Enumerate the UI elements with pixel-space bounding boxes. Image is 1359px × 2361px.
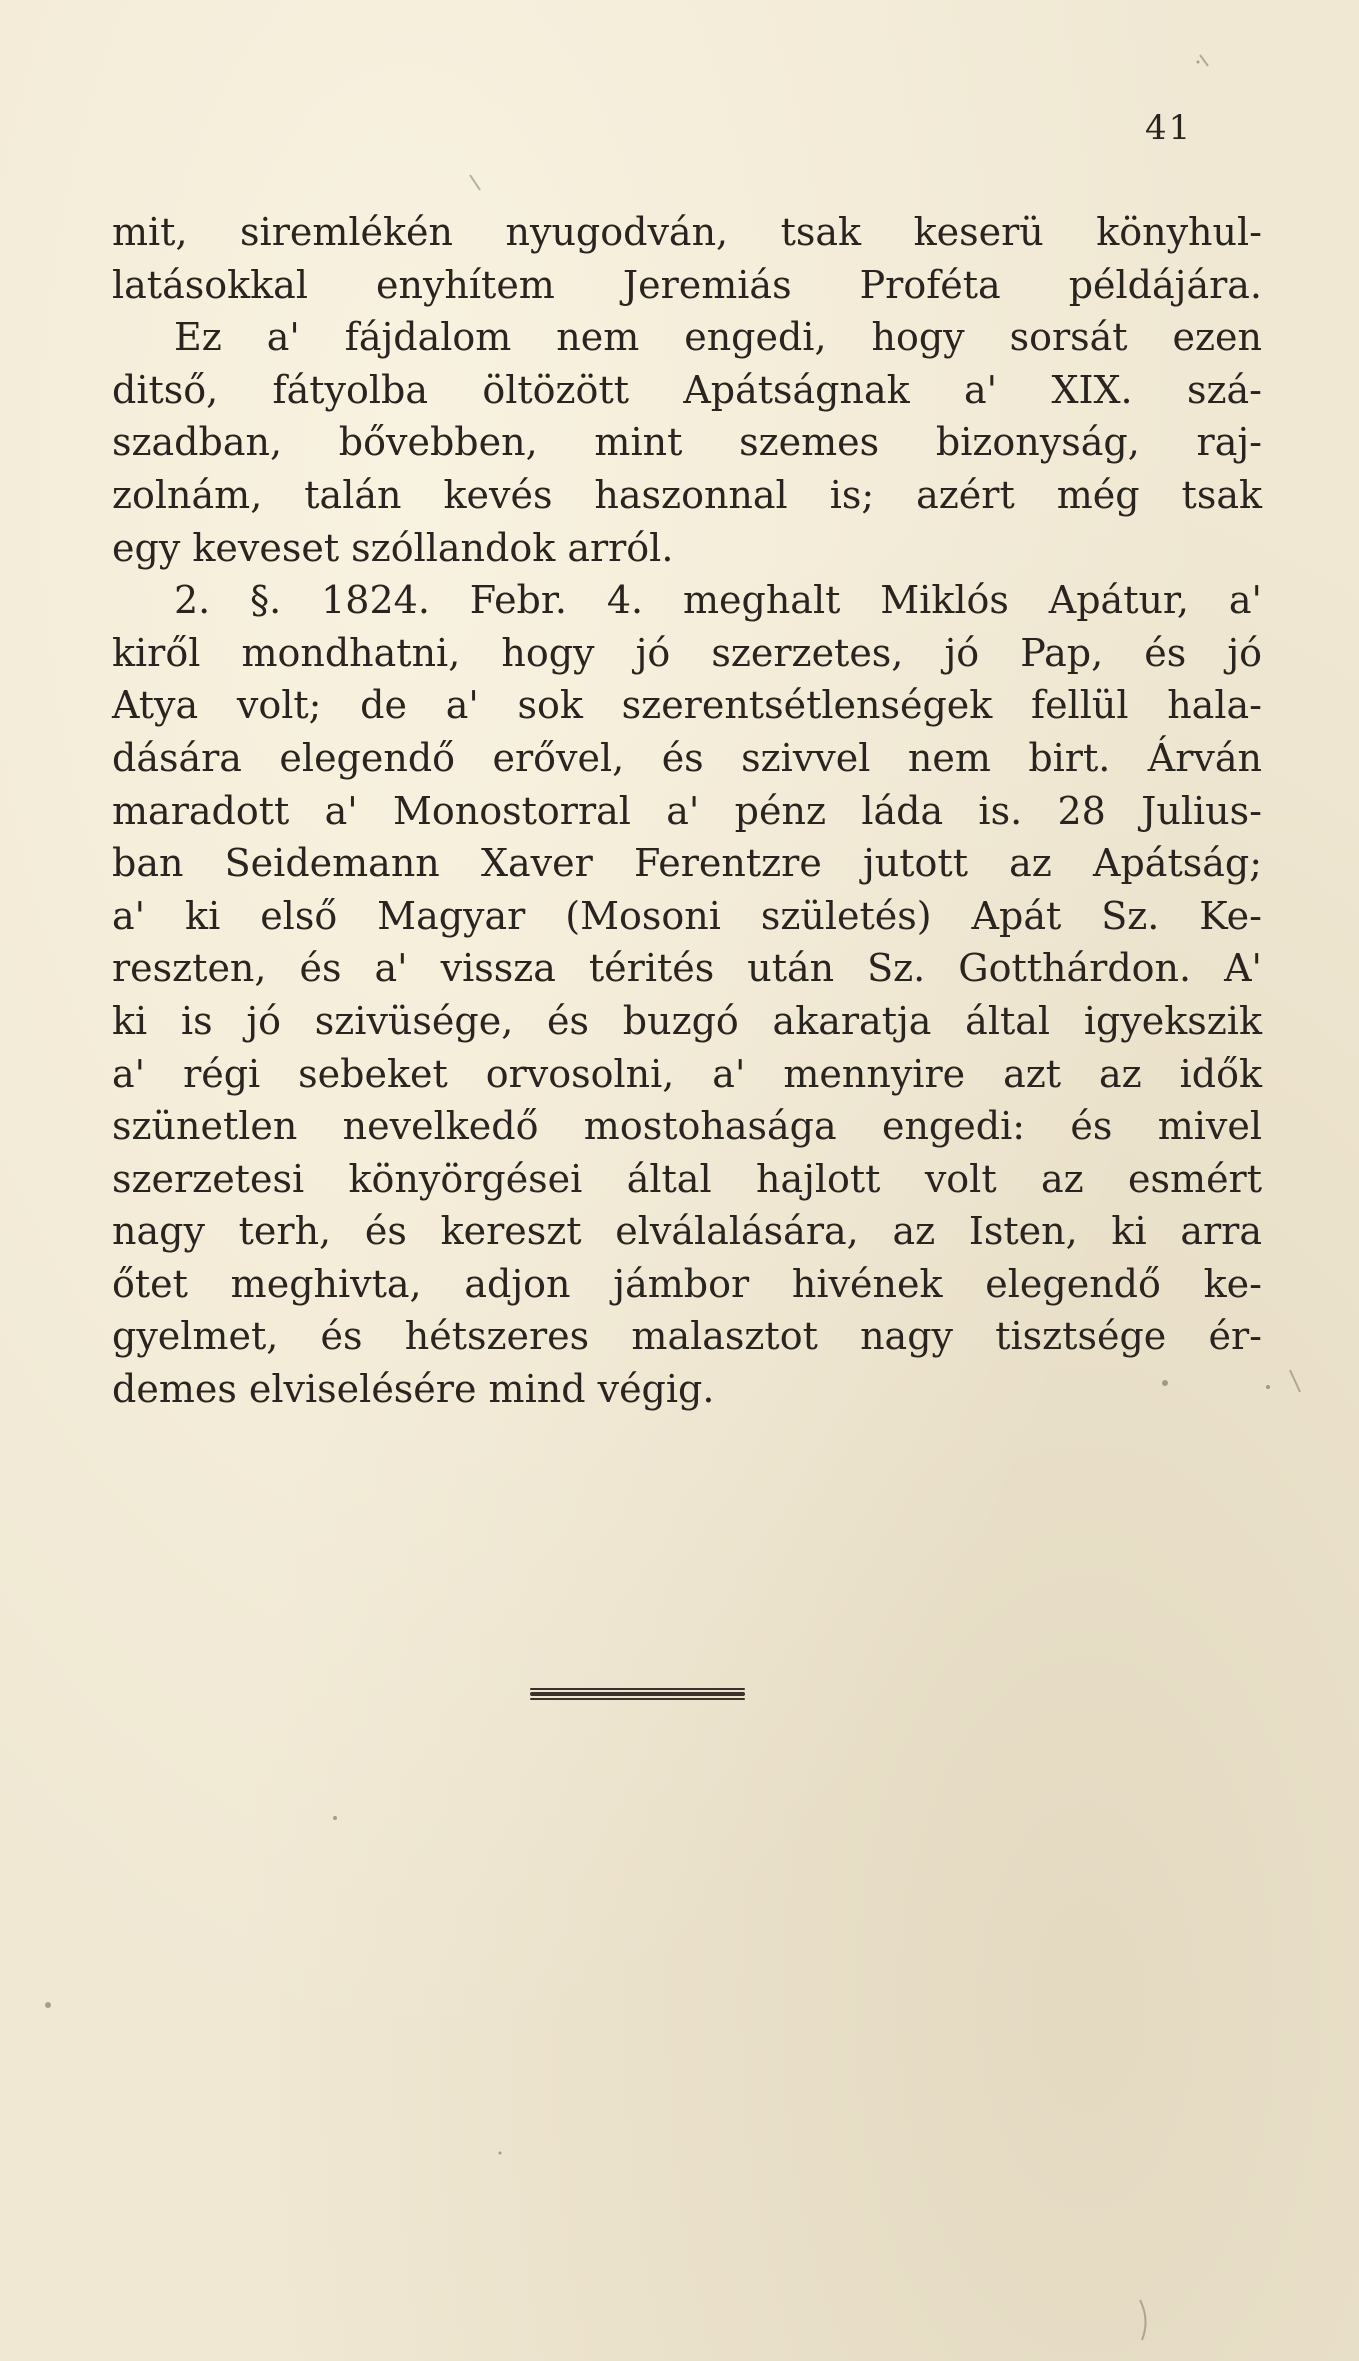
text-line: zolnám, talán kevés haszonnal is; azért még tsak xyxy=(112,472,1262,517)
text-line: ki is jó szivüsége, és buzgó akaratja által igyekszik xyxy=(112,998,1262,1043)
text-line: gyelmet, és hétszeres malasztot nagy tisztsége ér- xyxy=(112,1314,1262,1359)
page-number: 41 xyxy=(1145,108,1193,148)
text-line: Ez a' fájdalom nem engedi, hogy sorsát ezen xyxy=(174,315,1262,360)
text-line: őtet meghivta, adjon jámbor hivének elegendő ke- xyxy=(112,1261,1262,1306)
text-line: szerzetesi könyörgései által hajlott volt az esmért xyxy=(112,1156,1262,1201)
text-line: maradott a' Monostorral a' pénz láda is. 28 Julius- xyxy=(112,788,1262,833)
text-line: demes elviselésére mind végig. xyxy=(112,1367,715,1412)
text-line: dására elegendő erővel, és szivvel nem birt. Árván xyxy=(112,735,1262,780)
text-line: nagy terh, és kereszt elválalására, az Isten, ki arra xyxy=(112,1209,1262,1254)
text-line: 2. §. 1824. Febr. 4. meghalt Miklós Apátur, a' xyxy=(174,578,1262,623)
text-line: reszten, és a' vissza térités után Sz. Gotthárdon. A' xyxy=(112,946,1262,991)
text-line: mit, siremlékén nyugodván, tsak keserü könyhul- xyxy=(112,210,1262,254)
text-line: latásokkal enyhítem Jeremiás Proféta példájára. xyxy=(112,262,1262,307)
text-line: ban Seidemann Xaver Ferentzre jutott az Apátság; xyxy=(112,841,1262,886)
text-line: a' ki első Magyar (Mosoni születés) Apát Sz. Ke- xyxy=(112,893,1262,938)
text-line: a' régi sebeket orvosolni, a' mennyire azt az idők xyxy=(112,1051,1262,1096)
text-line: egy keveset szóllandok arról. xyxy=(112,525,674,570)
text-line: Atya volt; de a' sok szerentsétlenségek fellül hala- xyxy=(112,683,1262,728)
text-line: szadban, bővebben, mint szemes bizonyság, raj- xyxy=(112,420,1262,465)
text-line: szünetlen nevelkedő mostohasága engedi: és mivel xyxy=(112,1104,1262,1149)
text-line: ditső, fátyolba öltözött Apátságnak a' XIX. szá- xyxy=(112,367,1262,412)
text-line: kiről mondhatni, hogy jó szerzetes, jó Pap, és jó xyxy=(112,630,1262,675)
